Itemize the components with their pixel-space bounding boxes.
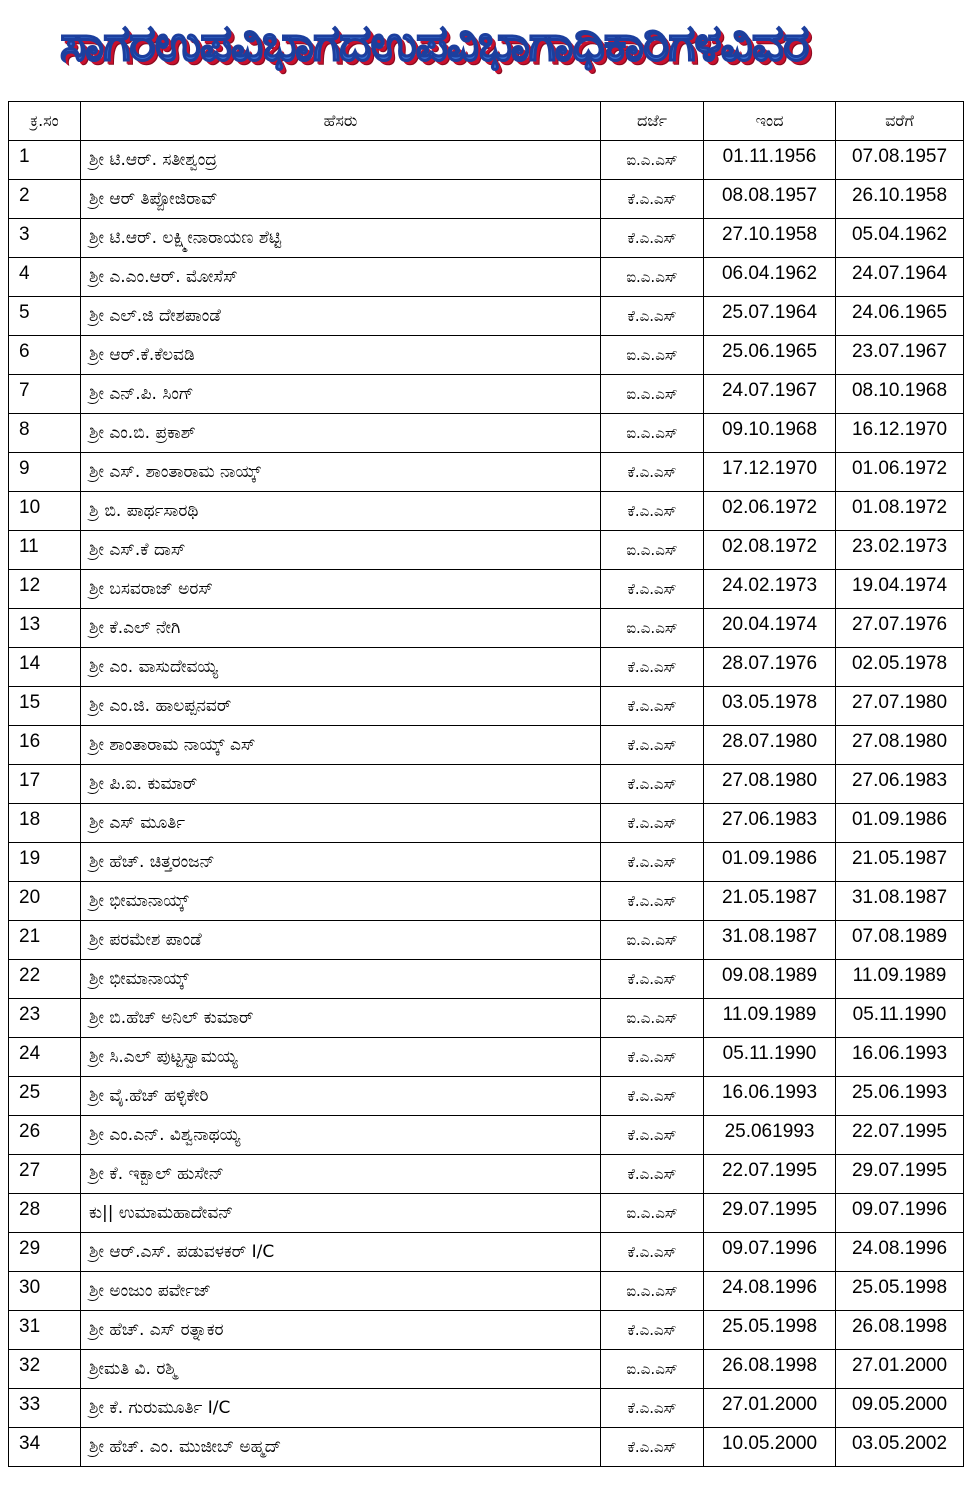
cell-to-date: 27.01.2000 [836,1350,964,1389]
table-row [9,726,964,765]
table-row [9,1194,964,1233]
cell-from-date: 17.12.1970 [704,453,836,492]
table-row [9,1428,964,1467]
cell-grade: ಐ.ಎ.ಎಸ್ [601,1272,704,1311]
cell-from-date: 11.09.1989 [704,999,836,1038]
cell-grade: ಕೆ.ಎ.ಎಸ್ [601,843,704,882]
table-row [9,297,964,336]
cell-grade: ಐ.ಎ.ಎಸ್ [601,414,704,453]
table-row [9,1350,964,1389]
table-row [9,1389,964,1428]
cell-to-date: 05.11.1990 [836,999,964,1038]
cell-from-date: 21.05.1987 [704,882,836,921]
table-row [9,1155,964,1194]
cell-serial-number: 3 [9,219,81,258]
table-row [9,414,964,453]
header-serial-number: ಕ್ರ.ಸಂ [9,102,81,141]
cell-officer-name: ಶ್ರೀ ಎಂ.ಜಿ. ಹಾಲಪ್ಪನವರ್ [81,687,601,726]
cell-from-date: 02.06.1972 [704,492,836,531]
cell-from-date: 24.02.1973 [704,570,836,609]
cell-from-date: 27.06.1983 [704,804,836,843]
header-grade: ದರ್ಜೆ [601,102,704,141]
cell-from-date: 27.08.1980 [704,765,836,804]
cell-to-date: 24.08.1996 [836,1233,964,1272]
cell-grade: ಐ.ಎ.ಎಸ್ [601,336,704,375]
cell-to-date: 01.06.1972 [836,453,964,492]
table-row [9,570,964,609]
cell-serial-number: 6 [9,336,81,375]
cell-grade: ಕೆ.ಎ.ಎಸ್ [601,297,704,336]
header-to-date: ವರೆಗೆ [836,102,964,141]
cell-serial-number: 28 [9,1194,81,1233]
table-row [9,843,964,882]
cell-to-date: 23.07.1967 [836,336,964,375]
table-body [9,141,964,1467]
cell-to-date: 07.08.1989 [836,921,964,960]
table-row [9,687,964,726]
cell-grade: ಐ.ಎ.ಎಸ್ [601,141,704,180]
cell-grade: ಕೆ.ಎ.ಎಸ್ [601,765,704,804]
cell-grade: ಕೆ.ಎ.ಎಸ್ [601,1389,704,1428]
cell-officer-name: ಶ್ರೀ ಎಸ್. ಶಾಂತಾರಾಮ ನಾಯ್ಕ್ [81,453,601,492]
cell-serial-number: 10 [9,492,81,531]
cell-to-date: 26.08.1998 [836,1311,964,1350]
cell-officer-name: ಶ್ರೀ ಕೆ. ಗುರುಮೂರ್ತಿ I/C [81,1389,601,1428]
cell-serial-number: 31 [9,1311,81,1350]
cell-grade: ಕೆ.ಎ.ಎಸ್ [601,453,704,492]
cell-serial-number: 32 [9,1350,81,1389]
cell-grade: ಕೆ.ಎ.ಎಸ್ [601,180,704,219]
cell-grade: ಕೆ.ಎ.ಎಸ್ [601,960,704,999]
cell-serial-number: 17 [9,765,81,804]
table-row [9,1233,964,1272]
cell-serial-number: 13 [9,609,81,648]
table-row [9,531,964,570]
table-row [9,258,964,297]
cell-grade: ಐ.ಎ.ಎಸ್ [601,999,704,1038]
cell-serial-number: 11 [9,531,81,570]
cell-officer-name: ಶ್ರೀ ಪರಮೇಶ ಪಾಂಡೆ [81,921,601,960]
cell-serial-number: 23 [9,999,81,1038]
cell-to-date: 25.06.1993 [836,1077,964,1116]
cell-officer-name: ಶ್ರೀ ಅಂಜುಂ ಪರ್ವೇಜ್ [81,1272,601,1311]
cell-officer-name: ಶ್ರಿ ಬಿ. ಪಾರ್ಥಸಾರಥಿ [81,492,601,531]
cell-from-date: 09.07.1996 [704,1233,836,1272]
cell-from-date: 24.08.1996 [704,1272,836,1311]
cell-to-date: 05.04.1962 [836,219,964,258]
cell-to-date: 23.02.1973 [836,531,964,570]
cell-from-date: 08.08.1957 [704,180,836,219]
cell-grade: ಕೆ.ಎ.ಎಸ್ [601,1116,704,1155]
cell-serial-number: 27 [9,1155,81,1194]
table-row [9,1077,964,1116]
cell-grade: ಕೆ.ಎ.ಎಸ್ [601,570,704,609]
cell-serial-number: 7 [9,375,81,414]
cell-officer-name: ಶ್ರೀ ಕೆ.ಎಲ್ ನೇಗಿ [81,609,601,648]
cell-grade: ಕೆ.ಎ.ಎಸ್ [601,1155,704,1194]
cell-from-date: 06.04.1962 [704,258,836,297]
cell-from-date: 20.04.1974 [704,609,836,648]
table-row [9,453,964,492]
cell-serial-number: 19 [9,843,81,882]
cell-to-date: 27.07.1976 [836,609,964,648]
cell-to-date: 24.06.1965 [836,297,964,336]
table-row [9,1311,964,1350]
cell-serial-number: 21 [9,921,81,960]
cell-officer-name: ಶ್ರೀ ಎ.ಎಂ.ಆರ್. ಮೋಸೆಸ್ [81,258,601,297]
cell-serial-number: 29 [9,1233,81,1272]
cell-to-date: 25.05.1998 [836,1272,964,1311]
cell-officer-name: ಶ್ರೀ ಬಿ.ಹೆಚ್ ಅನಿಲ್ ಕುಮಾರ್ [81,999,601,1038]
cell-to-date: 16.06.1993 [836,1038,964,1077]
table-row [9,960,964,999]
table-row [9,921,964,960]
cell-from-date: 10.05.2000 [704,1428,836,1467]
cell-serial-number: 5 [9,297,81,336]
table-row [9,141,964,180]
cell-to-date: 26.10.1958 [836,180,964,219]
cell-to-date: 16.12.1970 [836,414,964,453]
cell-serial-number: 30 [9,1272,81,1311]
table-row [9,180,964,219]
cell-from-date: 02.08.1972 [704,531,836,570]
cell-from-date: 27.10.1958 [704,219,836,258]
cell-officer-name: ಶ್ರೀ ಶಾಂತಾರಾಮ ನಾಯ್ಕ್ ಎಸ್ [81,726,601,765]
cell-officer-name: ಶ್ರೀ ಎಂ.ಬಿ. ಪ್ರಕಾಶ್ [81,414,601,453]
cell-grade: ಕೆ.ಎ.ಎಸ್ [601,804,704,843]
cell-officer-name: ಶ್ರೀ ಎನ್.ಪಿ. ಸಿಂಗ್ [81,375,601,414]
cell-grade: ಕೆ.ಎ.ಎಸ್ [601,726,704,765]
cell-serial-number: 1 [9,141,81,180]
cell-officer-name: ಶ್ರೀ ಆರ್.ಎಸ್. ಪಡುವಳಕರ್ I/C [81,1233,601,1272]
table-row [9,999,964,1038]
cell-officer-name: ಶ್ರೀ ವೈ.ಹೆಚ್ ಹಳ್ಳಿಕೇರಿ [81,1077,601,1116]
cell-to-date: 09.05.2000 [836,1389,964,1428]
cell-serial-number: 25 [9,1077,81,1116]
cell-to-date: 02.05.1978 [836,648,964,687]
cell-serial-number: 12 [9,570,81,609]
cell-from-date: 09.08.1989 [704,960,836,999]
cell-serial-number: 14 [9,648,81,687]
cell-officer-name: ಶ್ರೀ ಕೆ. ಇಕ್ಬಾಲ್ ಹುಸೇನ್ [81,1155,601,1194]
table-row [9,219,964,258]
cell-grade: ಕೆ.ಎ.ಎಸ್ [601,1428,704,1467]
cell-officer-name: ಶ್ರೀ ಟಿ.ಆರ್. ಸತೀಶ್ವಂದ್ರ [81,141,601,180]
table-row [9,375,964,414]
cell-from-date: 16.06.1993 [704,1077,836,1116]
cell-grade: ಐ.ಎ.ಎಸ್ [601,531,704,570]
cell-serial-number: 18 [9,804,81,843]
cell-from-date: 25.07.1964 [704,297,836,336]
cell-from-date: 28.07.1976 [704,648,836,687]
header-name: ಹೆಸರು [81,102,601,141]
cell-to-date: 27.07.1980 [836,687,964,726]
cell-grade: ಕೆ.ಎ.ಎಸ್ [601,1038,704,1077]
cell-grade: ಐ.ಎ.ಎಸ್ [601,1194,704,1233]
table-row [9,648,964,687]
table-row [9,336,964,375]
table-row [9,492,964,531]
cell-grade: ಕೆ.ಎ.ಎಸ್ [601,1077,704,1116]
cell-officer-name: ಶ್ರೀ ಎಂ.ಎನ್. ವಿಶ್ವನಾಥಯ್ಯ [81,1116,601,1155]
cell-officer-name: ಶ್ರೀ ಪಿ.ಐ. ಕುಮಾರ್ [81,765,601,804]
cell-from-date: 22.07.1995 [704,1155,836,1194]
table-row [9,609,964,648]
cell-serial-number: 16 [9,726,81,765]
cell-from-date: 27.01.2000 [704,1389,836,1428]
table-row [9,765,964,804]
cell-from-date: 09.10.1968 [704,414,836,453]
cell-officer-name: ಶ್ರೀ ಎಂ. ವಾಸುದೇವಯ್ಯ [81,648,601,687]
cell-to-date: 03.05.2002 [836,1428,964,1467]
table-header-row [9,102,964,141]
cell-grade: ಕೆ.ಎ.ಎಸ್ [601,687,704,726]
table-row [9,1272,964,1311]
cell-grade: ಐ.ಎ.ಎಸ್ [601,1350,704,1389]
page-title: ಸಾಗರಉಪವಿಭಾಗದಉಪವಿಭಾಗಾಧಿಕಾರಿಗಳವಿವರ [60,14,809,72]
cell-serial-number: 34 [9,1428,81,1467]
cell-to-date: 22.07.1995 [836,1116,964,1155]
cell-serial-number: 9 [9,453,81,492]
header-from-date: ಇಂದ [704,102,836,141]
cell-serial-number: 22 [9,960,81,999]
cell-to-date: 01.09.1986 [836,804,964,843]
table-row [9,882,964,921]
cell-grade: ಕೆ.ಎ.ಎಸ್ [601,648,704,687]
cell-to-date: 27.06.1983 [836,765,964,804]
cell-officer-name: ಶ್ರೀ ಹೆಚ್. ಎಸ್ ರತ್ನಾಕರ [81,1311,601,1350]
table-row [9,1116,964,1155]
cell-officer-name: ಶ್ರೀಮತಿ ವಿ. ರಶ್ಮಿ [81,1350,601,1389]
cell-officer-name: ಶ್ರೀ ಟಿ.ಆರ್. ಲಕ್ಷ್ಮೀನಾರಾಯಣ ಶೆಟ್ಟಿ [81,219,601,258]
cell-from-date: 28.07.1980 [704,726,836,765]
cell-grade: ಐ.ಎ.ಎಸ್ [601,375,704,414]
cell-from-date: 25.05.1998 [704,1311,836,1350]
cell-from-date: 03.05.1978 [704,687,836,726]
table-row [9,1038,964,1077]
cell-officer-name: ಶ್ರೀ ಭೀಮಾನಾಯ್ಕ್ [81,960,601,999]
cell-from-date: 05.11.1990 [704,1038,836,1077]
table-row [9,804,964,843]
cell-grade: ಐ.ಎ.ಎಸ್ [601,609,704,648]
cell-grade: ಕೆ.ಎ.ಎಸ್ [601,1311,704,1350]
cell-to-date: 08.10.1968 [836,375,964,414]
cell-to-date: 31.08.1987 [836,882,964,921]
cell-from-date: 31.08.1987 [704,921,836,960]
cell-officer-name: ಶ್ರೀ ಎಸ್ ಮೂರ್ತಿ [81,804,601,843]
cell-to-date: 21.05.1987 [836,843,964,882]
cell-from-date: 01.11.1956 [704,141,836,180]
cell-serial-number: 20 [9,882,81,921]
cell-serial-number: 8 [9,414,81,453]
cell-serial-number: 26 [9,1116,81,1155]
cell-serial-number: 33 [9,1389,81,1428]
cell-officer-name: ಶ್ರೀ ಸಿ.ಎಲ್ ಪುಟ್ಟಸ್ವಾಮಯ್ಯ [81,1038,601,1077]
cell-grade: ಐ.ಎ.ಎಸ್ [601,921,704,960]
cell-to-date: 01.08.1972 [836,492,964,531]
cell-grade: ಕೆ.ಎ.ಎಸ್ [601,492,704,531]
cell-from-date: 26.08.1998 [704,1350,836,1389]
cell-from-date: 25.06.1965 [704,336,836,375]
cell-officer-name: ಕು|| ಉಮಾಮಹಾದೇವನ್ [81,1194,601,1233]
cell-officer-name: ಶ್ರೀ ಆರ್.ಕೆ.ಕೆಲವಡಿ [81,336,601,375]
cell-officer-name: ಶ್ರೀ ಬಸವರಾಜ್ ಅರಸ್ [81,570,601,609]
cell-serial-number: 2 [9,180,81,219]
cell-to-date: 09.07.1996 [836,1194,964,1233]
cell-from-date: 01.09.1986 [704,843,836,882]
cell-to-date: 19.04.1974 [836,570,964,609]
cell-officer-name: ಶ್ರೀ ಹೆಚ್. ಎಂ. ಮುಜೀಬ್ ಅಹ್ಮದ್ [81,1428,601,1467]
officers-table [8,101,964,1467]
cell-grade: ಕೆ.ಎ.ಎಸ್ [601,1233,704,1272]
cell-to-date: 11.09.1989 [836,960,964,999]
cell-to-date: 07.08.1957 [836,141,964,180]
cell-serial-number: 24 [9,1038,81,1077]
cell-serial-number: 15 [9,687,81,726]
cell-grade: ಕೆ.ಎ.ಎಸ್ [601,219,704,258]
cell-serial-number: 4 [9,258,81,297]
cell-to-date: 27.08.1980 [836,726,964,765]
cell-officer-name: ಶ್ರೀ ಎಲ್.ಜಿ ದೇಶಪಾಂಡೆ [81,297,601,336]
cell-officer-name: ಶ್ರೀ ಎಸ್.ಕೆ ದಾಸ್ [81,531,601,570]
cell-from-date: 29.07.1995 [704,1194,836,1233]
cell-officer-name: ಶ್ರೀ ಹೆಚ್. ಚಿತ್ತರಂಜನ್ [81,843,601,882]
cell-from-date: 25.061993 [704,1116,836,1155]
cell-officer-name: ಶ್ರೀ ಆರ್ ತಿಪ್ಪೋಜಿರಾವ್ [81,180,601,219]
cell-officer-name: ಶ್ರೀ ಭೀಮಾನಾಯ್ಕ್ [81,882,601,921]
cell-to-date: 24.07.1964 [836,258,964,297]
cell-from-date: 24.07.1967 [704,375,836,414]
cell-grade: ಕೆ.ಎ.ಎಸ್ [601,882,704,921]
cell-grade: ಐ.ಎ.ಎಸ್ [601,258,704,297]
cell-to-date: 29.07.1995 [836,1155,964,1194]
